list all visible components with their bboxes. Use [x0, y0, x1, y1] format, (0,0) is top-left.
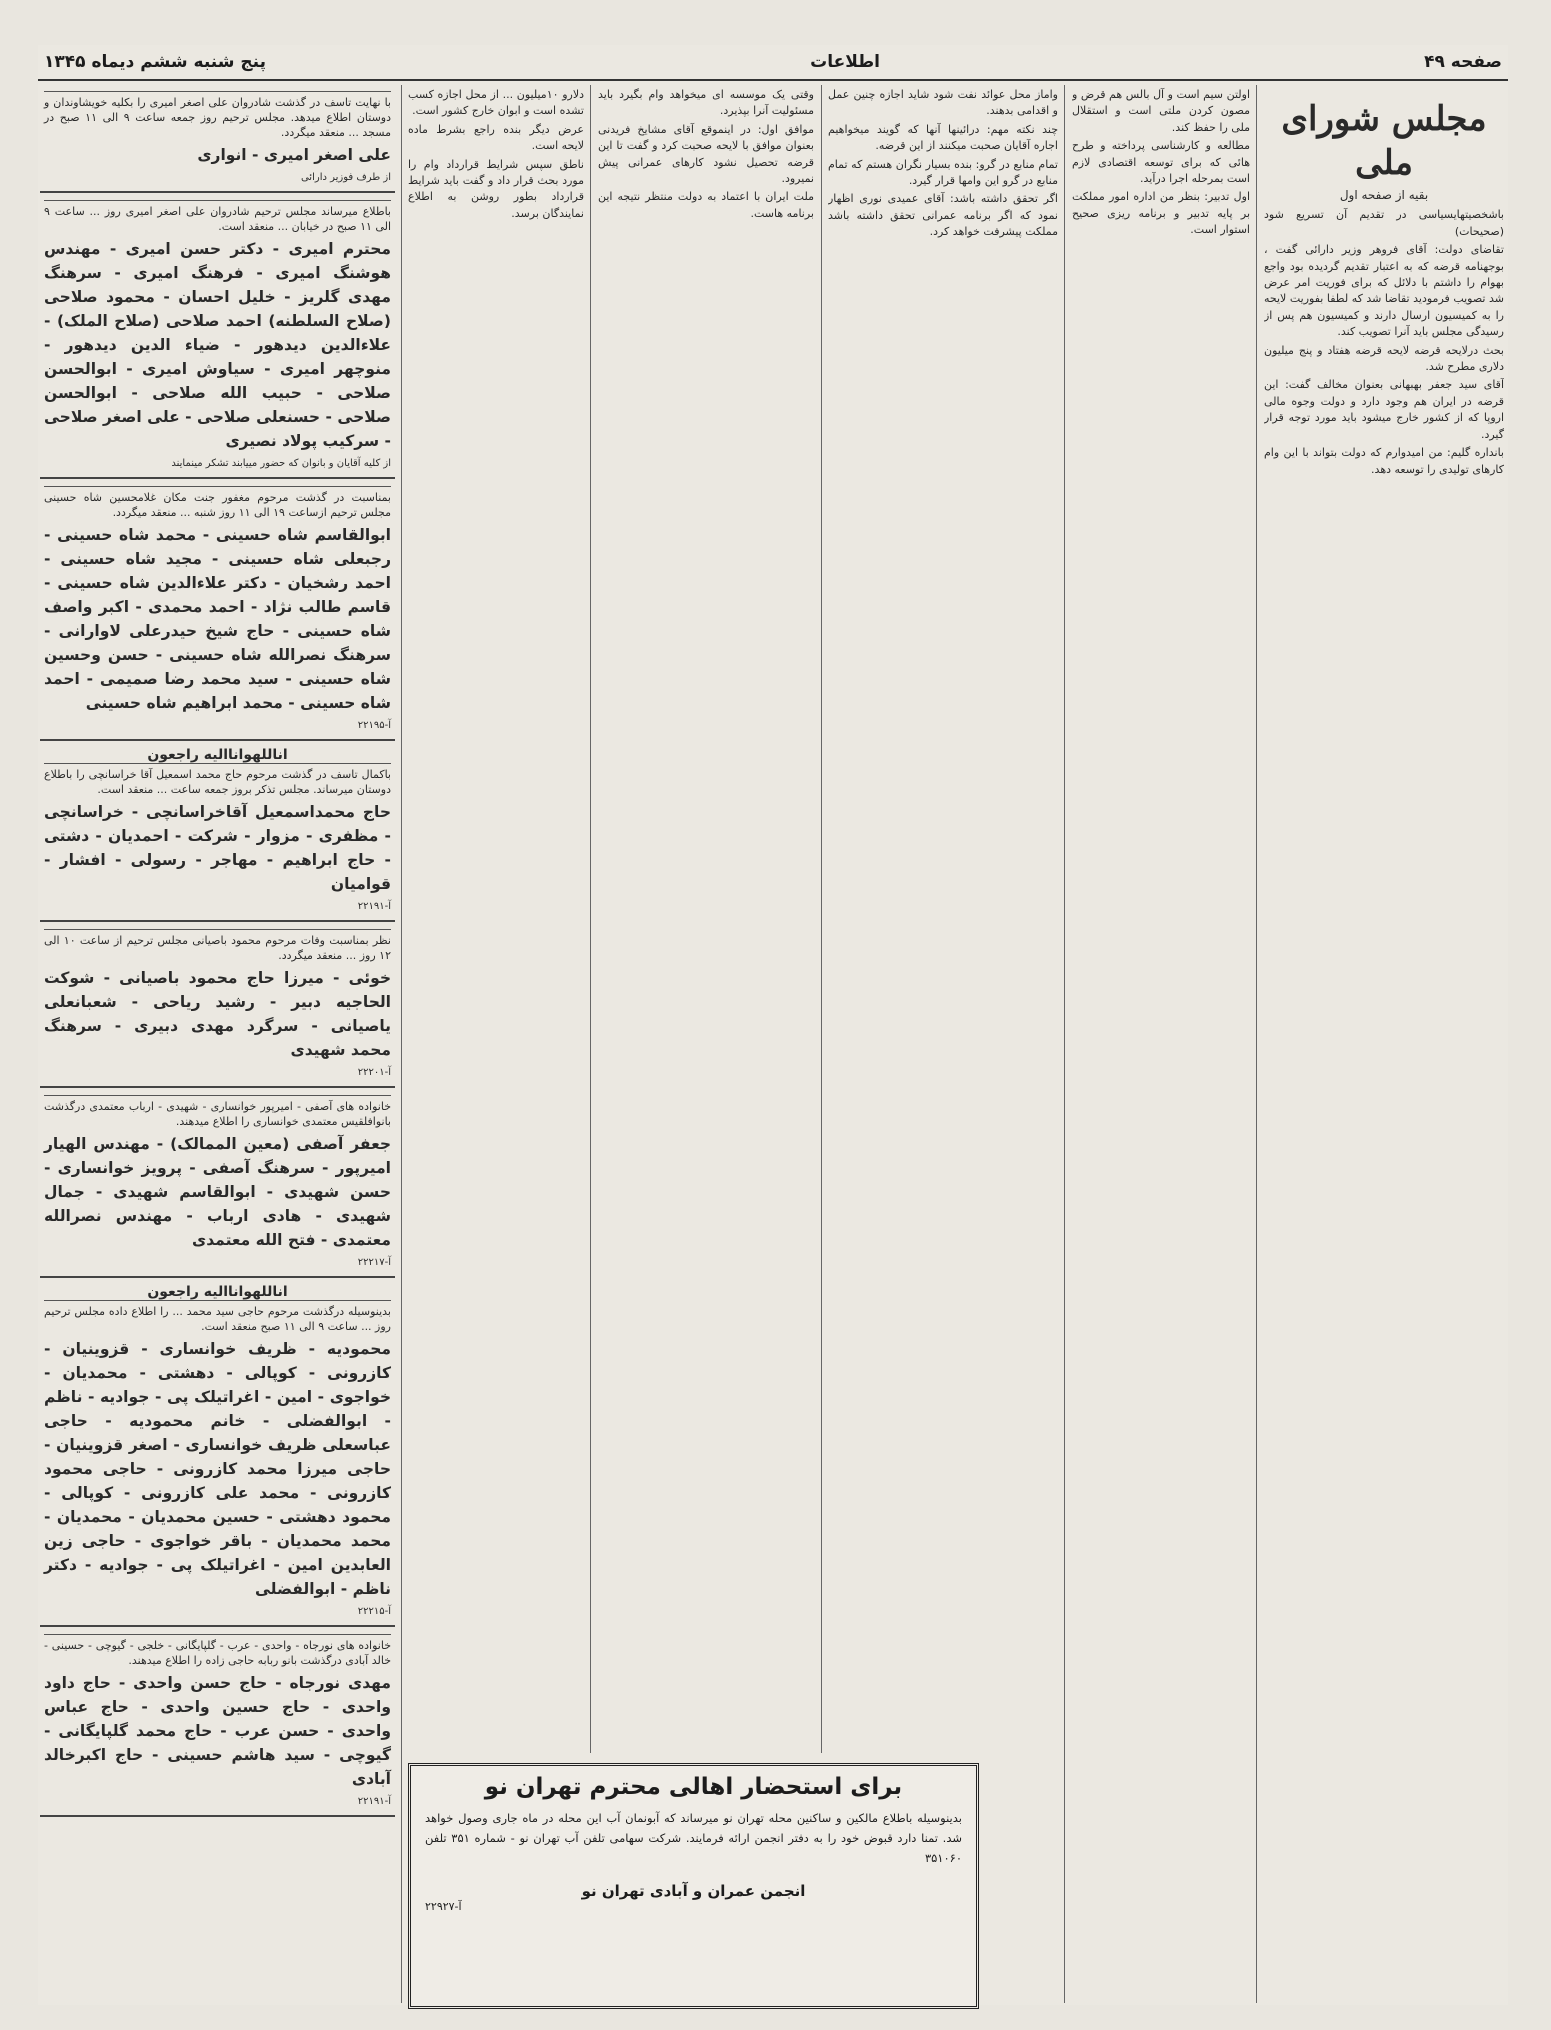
tehran-no-advertisement — [408, 1763, 979, 2009]
notice-names: حاج محمداسمعیل آقاخراسانچی - خراسانچی - مظفری - مزوار - شرکت - احمدیان - دشتی - حاج ابراهیم - مهاجر - رسولی - افشار - قوامیان — [44, 803, 391, 893]
column-rule — [401, 85, 402, 2003]
notice-heading — [44, 486, 391, 487]
notice-footer: آ-۲۲۲۰۱ — [357, 1067, 391, 1078]
paragraph: واماز محل عوائد نفت شود شاید اجازه چنین عمل و اقدامی بدهند. — [828, 88, 1058, 118]
notice-heading: اناللهوانااليه راجعون — [44, 748, 391, 764]
notice-body: خانواده های نورجاه - واحدی - عرب - گلپایگانی - خلجی - گیوچی - حسینی - خالد آبادی درگذشت بانو ربابه حاجی زاده را اطلاع میدهند. — [44, 1639, 391, 1667]
ad-heading: برای استحضار اهالی محترم تهران نو — [484, 1774, 903, 1800]
column-majlis — [1264, 87, 1504, 1997]
paragraph: بحث درلایحه قرضه لایحه قرضه هفتاد و پنج میلیون دلاری مطرح شد. — [1264, 343, 1504, 374]
paragraph: تمام منابع در گرو: بنده بسیار نگران هستم که تمام منابع در گرو این وامها قرار گیرد. — [828, 157, 1058, 188]
paper-name: اطلاعات — [810, 52, 880, 72]
newspaper-page — [38, 45, 1508, 2005]
notice-footer: آ-۲۲۱۹۱ — [357, 901, 391, 912]
paragraph: وقتی یک موسسه ای میخواهد وام بگیرد باید مسئولیت آنرا بپذیرد. — [598, 88, 814, 118]
paragraph: چند نکته مهم: درائینها آنها که گویند میخواهیم اجاره آقایان صحبت میکنند از این قرضه. — [828, 122, 1058, 153]
notice-body: با نهایت تاسف در گذشت شادروان علی اصغر امیری را بکلیه خویشاوندان و دوستان اطلاع میدهد. مجلس ترحیم روز جمعه ساعت ۹ الی ۱۱ صبح در مسجد ... منعقد میگردد. — [44, 96, 392, 139]
notice-footer: آ-۲۲۱۹۵ — [357, 720, 391, 731]
obituary-notice — [40, 482, 395, 741]
ad-code: آ-۲۲۹۲۷ — [425, 1900, 462, 1913]
paragraph: باشخصیتهایسیاسی در تقدیم آن تسریع شود (صحیحات) — [1264, 208, 1504, 238]
notice-footer: آ-۲۲۱۹۱ — [357, 1796, 391, 1807]
paragraph: ناطق سپس شرایط قرارداد وام را مورد بحث قرار داد و گفت باید شرایط قرارداد بطور روشن به اطلاع نمایندگان برسد. — [408, 157, 584, 220]
notice-names: علی اصغر امیری - انواری — [197, 146, 391, 164]
column-notices — [40, 87, 395, 2002]
notice-heading — [44, 1634, 391, 1635]
notice-heading — [44, 91, 391, 92]
notice-names: جعفر آصفی (معین الممالک) - مهندس الهیار امیرپور - سرهنگ آصفی - پرویز خوانساری - حسن شهیدی - ابوالقاسم شهیدی - جمال شهیدی - هادی ارباب - مهندس نصرالله معتمدی - فتح الله معتمدی — [44, 1135, 391, 1249]
paragraph: مطالعه و کارشناسی پرداخته و طرح هائی که برای توسعه اقتصادی لازم است بمرحله اجرا درآید. — [1072, 139, 1250, 186]
notice-body: باطلاع میرساند مجلس ترحیم شادروان علی اصغر امیری روز ... ساعت ۹ الی ۱۱ صبح در خیابان ... منعقد است. — [44, 205, 391, 233]
notice-names: محترم امیری - دکتر حسن امیری - مهندس هوشنگ امیری - فرهنگ امیری - سرهنگ مهدی گلریز - خلیل احسان - محمود صلاحی (صلاح السلطنه) احمد صلاحی (صلاح الملک) - علاءالدین دیدهور - ضیاء الدین دیدهور - منوچهر امیری - سیاوش امیری - ابوالحسن صلاحی - حبیب الله صلاحی - ابوالحسن صلاحی - حسنعلی صلاحی - علی اصغر صلاحی - سرکیب پولاد نصیری — [44, 240, 391, 450]
column-text-2 — [1072, 87, 1250, 1997]
paragraph: ملت ایران با اعتماد به دولت منتظر نتیجه این برنامه هاست. — [598, 190, 814, 220]
obituary-notice — [40, 1281, 395, 1627]
paragraph: تقاضای دولت: آقای فروهر وزیر دارائی گفت ، بوجهنامه قرضه که به اعتبار تقدیم گردیده بود واجع بهوام را داشتم با دلائل که برای فوریت امر عرض شد تصویب فرمودید تقاضا شد که لطفا بفوریت لایحه را به کمیسیون ارسال دارند و کمیسیون هم پس از رسیدگی مجلس باید آنرا تصویب کند. — [1264, 243, 1504, 339]
notice-heading — [44, 929, 391, 930]
column-text-4 — [598, 87, 814, 1747]
notice-heading — [44, 200, 391, 201]
paragraph: عرض دیگر بنده راجع بشرط ماده لایحه است. — [408, 122, 584, 153]
notice-heading: اناللهوانااليه راجعون — [44, 1285, 391, 1301]
paragraph: موافق اول: در اینموقع آقای مشایخ فریدنی بعنوان موافق با لایحه صحبت کرد و گفت تا این قرضه تحصیل نشود کارهای عمرانی پیش نمیرود. — [598, 122, 814, 186]
notice-body: باکمال تاسف در گذشت مرحوم حاج محمد اسمعیل آقا خراسانچی را باطلاع دوستان میرساند. مجلس تذکر بروز جمعه ساعت ... منعقد است. — [44, 768, 391, 796]
notice-footer: از کلیه آقایان و بانوان که حضور مییابند تشکر مینمایند — [171, 458, 391, 469]
notice-footer: از طرف فوزیر دارائی — [300, 172, 391, 183]
column-rule — [1064, 85, 1065, 2003]
paragraph: آقای سید جعفر بهبهانی بعنوان مخالف گفت: این قرضه در ایران هم وجود دارد و دولت وجوه مالی اروپا که از کشور خارج میشود باید مورد توجه قرار گیرد. — [1264, 378, 1504, 441]
article-subtitle: بقیه از صفحه اول — [1339, 188, 1429, 202]
notice-body: نظر بمناسبت وفات مرحوم محمود باصیانی مجلس ترحیم از ساعت ۱۰ الی ۱۲ روز ... منعقد میگردد. — [44, 934, 391, 962]
obituary-notice — [40, 744, 395, 922]
paragraph: دلارو ۱۰میلیون ... از محل اجازه کسب تشده است و ابوان خارج کشور است. — [408, 88, 584, 118]
paragraph: اول تدبیر: بنظر من اداره امور مملکت بر پایه تدبیر و برنامه ریزی صحیح استوار است. — [1072, 190, 1250, 237]
notice-body: بدینوسیله درگذشت مرحوم حاجی سید محمد ... را اطلاع داده مجلس ترحیم روز ... ساعت ۹ الی ۱۱ صبح منعقد است. — [44, 1305, 391, 1333]
obituary-notice — [40, 196, 395, 479]
issue-date: پنج شنبه ششم دیماه ۱۳۴۵ — [44, 52, 266, 72]
obituary-notice — [40, 1630, 395, 1817]
ad-signature: انجمن عمران و آبادی تهران نو — [581, 1882, 806, 1900]
column-rule — [1256, 85, 1257, 2003]
column-text-5 — [408, 87, 584, 1747]
column-rule — [590, 85, 591, 1753]
notice-names: خوئی - میرزا حاج محمود باصیانی - شوکت الحاجیه دبیر - رشید ریاحی - شعبانعلی یاصیانی - سرگرد مهدی دبیری - سرهنگ محمد شهیدی — [44, 969, 391, 1059]
column-rule — [821, 85, 822, 1753]
notice-body: خانواده های آصفی - امیرپور خوانساری - شهیدی - ارباب معتمدی درگذشت بانوافلقیس معتمدی خوانساری را اطلاع میدهند. — [44, 1100, 391, 1128]
column-text-3 — [828, 87, 1058, 1747]
notice-heading — [44, 1095, 391, 1096]
obituary-notice — [40, 925, 395, 1088]
notice-names: ابوالقاسم شاه حسینی - محمد شاه حسینی - رجبعلی شاه حسینی - مجید شاه حسینی - احمد رشخیان - دکتر علاءالدین شاه حسینی - قاسم طالب نژاد - احمد محمدی - اکبر واصف شاه حسینی - حاج شیخ حیدرعلی لاوارانی - سرهنگ نصرالله شاه حسینی - حسن وحسین شاه حسینی - سید محمد رضا صمیمی - احمد شاه حسینی - محمد ابراهیم شاه حسینی — [44, 526, 391, 712]
masthead — [38, 45, 1508, 81]
notice-footer: آ-۲۲۲۱۵ — [357, 1606, 391, 1617]
obituary-notice — [40, 87, 395, 193]
notice-body: بمناسبت در گذشت مرحوم مغفور جنت مکان غلامحسین شاه حسینی مجلس ترحیم ازساعت ۱۹ الی ۱۱ روز شنبه ... منعقد میگردد. — [44, 491, 391, 519]
paragraph: بانداره گلیم: من امیدوارم که دولت بتواند با این وام کارهای تولیدی را توسعه دهد. — [1264, 446, 1504, 476]
obituary-notice — [40, 1091, 395, 1278]
page-number: صفحه ۴۹ — [1424, 52, 1502, 72]
notice-names: مهدی نورجاه - حاج حسن واحدی - حاج داود واحدی - حاج حسین واحدی - حاج عباس واحدی - حسن عرب - حاج محمد گلپایگانی - گیوچی - سید هاشم حسینی - حاج اکبرخالد آبادی — [44, 1674, 391, 1788]
paragraph: اولتن سیم است و آل بالس هم قرض و مصون کردن ملتی است و استقلال ملی را حفظ کند. — [1072, 88, 1250, 134]
ad-body: بدینوسیله باطلاع مالکین و ساکنین محله تهران نو میرساند که آبونمان آب این محله در ماه جاری وصول خواهد شد. تمنا دارد قبوض خود را به دفتر انجمن ارائه فرمایند. شرکت سهامی تلفن آب تهران نو - شماره ۳۵۱ تلفن ۳۵۱۰۶۰ — [425, 1811, 962, 1865]
paragraph: اگر تحقق داشته باشد: آقای عمیدی نوری اظهار نمود که اگر برنامه عمرانی تحقق داشته باشد مملکت پیشرفت خواهد کرد. — [828, 192, 1058, 239]
article-title: مجلس شورای ملی — [1281, 99, 1487, 183]
notice-footer: آ-۲۲۲۱۷ — [357, 1257, 391, 1268]
notice-names: محمودیه - ظریف خوانساری - قزوینیان - کازرونی - کوپالی - دهشتی - محمدیان - خواجوی - امین - اغراتیلک پی - جوادیه - ناظم - ابوالفضلی - خانم محمودیه - حاجی عباسعلی ظریف خوانساری - اصغر قزوینیان - حاجی میرزا محمد کازرونی - حاجی محمود کازرونی - محمد علی کازرونی - کوپالی - محمود دهشتی - حسین محمدیان - محمدیان - محمد محمدیان - باقر خواجوی - حاجی زین العابدین امین - اغراتیلک پی - جوادیه - دکتر ناظم - ابوالفضلی — [44, 1340, 391, 1598]
